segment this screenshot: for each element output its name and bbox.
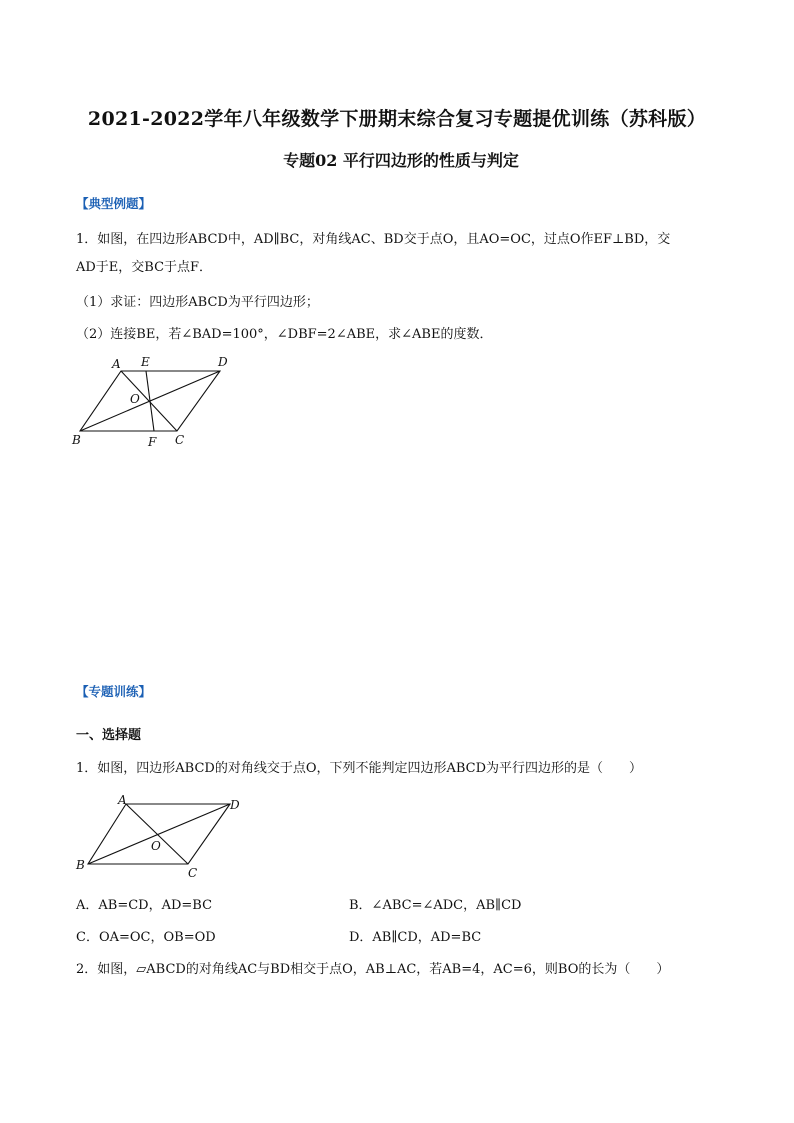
- training-section-tag: 【专题训练】: [76, 684, 152, 699]
- figure2-label-d: D: [230, 798, 240, 812]
- figure2-diagonal-ac: [126, 804, 188, 864]
- choice-section-heading: 一、选择题: [76, 728, 142, 743]
- question1-option-c: C．OA=OC，OB=OD: [76, 930, 216, 945]
- figure1-label-e: E: [141, 355, 150, 369]
- figure1-label-o: O: [130, 392, 140, 406]
- figure2-parallelogram: [70, 792, 260, 884]
- problem1-line2: AD于E，交BC于点F．: [76, 260, 213, 275]
- figure1-label-c: C: [175, 433, 185, 447]
- figure2-label-b: B: [76, 858, 85, 872]
- document-subtitle: 专题02 平行四边形的性质与判定: [283, 151, 519, 170]
- problem1-part1: （1）求证：四边形ABCD为平行四边形；: [76, 295, 319, 310]
- figure2-label-c: C: [188, 866, 198, 880]
- problem1-line1: 1．如图，在四边形ABCD中，AD∥BC，对角线AC、BD交于点O，且AO=OC，过点O作EF⊥BD，交: [76, 232, 671, 247]
- question1-option-a: A．AB=CD，AD=BC: [76, 898, 213, 913]
- figure1-segment-ef: [146, 371, 154, 431]
- figure2-label-o: O: [151, 839, 161, 853]
- document-title: 2021-2022学年八年级数学下册期末综合复习专题提优训练（苏科版）: [87, 108, 707, 130]
- figure1-label-b: B: [72, 433, 81, 447]
- question1-stem: 1．如图，四边形ABCD的对角线交于点O，下列不能判定四边形ABCD为平行四边形的是（ ）: [76, 761, 643, 776]
- figure2-label-a: A: [118, 793, 127, 807]
- problem1-part2: （2）连接BE，若∠BAD=100°，∠DBF=2∠ABE，求∠ABE的度数．: [76, 327, 493, 342]
- question1-option-b: B．∠ABC=∠ADC，AB∥CD: [349, 898, 522, 913]
- question2-stem: 2．如图，▱ABCD的对角线AC与BD相交于点O，AB⊥AC，若AB=4，AC=6，则BO的长为（ ）: [76, 962, 670, 977]
- figure1-label-a: A: [112, 357, 121, 371]
- question1-option-d: D．AB∥CD，AD=BC: [349, 930, 482, 945]
- figure1-parallelogram: [60, 350, 250, 450]
- figure1-label-d: D: [218, 355, 228, 369]
- example-section-tag: 【典型例题】: [76, 196, 152, 211]
- figure1-label-f: F: [148, 435, 157, 449]
